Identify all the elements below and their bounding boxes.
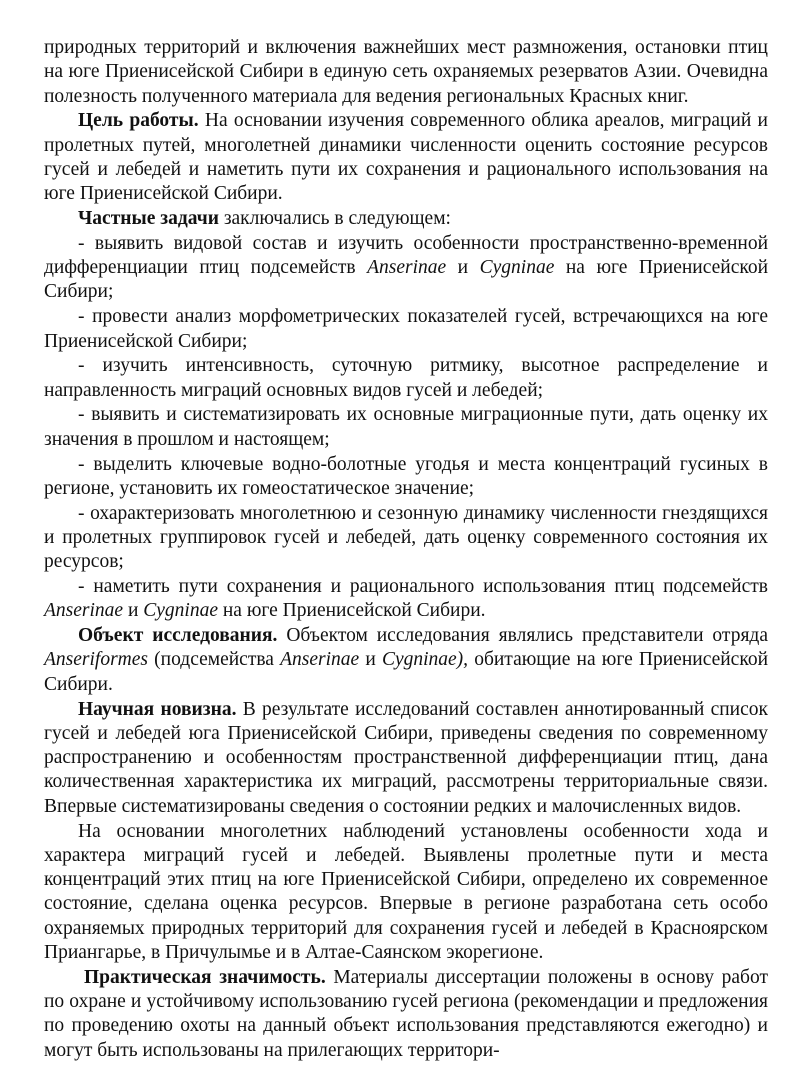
- novelty-text: В результате исследований составлен аннотированный список гусей и лебедей юга Приенисейской Сибири, приведены сведения по современному распространению и особенностям пространственной дифференциации птиц, дана количественная характеристика их миграций, рассмотрены территориальные связи. Впервые систематизированы сведения о состоянии редких и малочисленных видов.: [44, 698, 768, 817]
- task-item-3: - изучить интенсивность, суточную ритмику, высотное распределение и направленность миграций основных видов гусей и лебедей;: [44, 355, 768, 401]
- taxon-anseriformes: Anseriformes: [44, 649, 148, 671]
- paragraph-intro-continuation: природных территорий и включения важнейших мест размножения, остановки птиц на юге Приенисейской Сибири в единую сеть охраняемых резерватов Азии. Очевидна полезность полученного материала для ведения региональных Красных книг.: [44, 37, 768, 107]
- heading-goal: Цель работы.: [78, 110, 199, 132]
- taxon-anserinae: Anserinae: [280, 649, 360, 671]
- task-item-1: - выявить видовой состав и изучить особенности пространственно-временной дифференциации птиц подсемейств Anserinae и Cygninae на юге Приенисейской Сибири;: [44, 232, 769, 303]
- heading-object: Объект исследования.: [78, 625, 278, 647]
- task-item-5: - выделить ключевые водно-болотные угодья и места концентраций гусиных в регионе, установить их гомеостатическое значение;: [44, 453, 768, 499]
- taxon-cygninae: Cygninae: [143, 600, 218, 622]
- heading-practical: Практическая значимость.: [84, 966, 326, 988]
- heading-tasks: Частные задачи: [78, 208, 219, 230]
- task-item-7: - наметить пути сохранения и рационального использования птиц подсемейств Anserinae и Cygninae на юге Приенисейской Сибири.: [44, 576, 768, 622]
- heading-novelty: Научная новизна.: [78, 698, 237, 720]
- paragraph-tasks-intro: [44, 207, 768, 231]
- paragraph-practical-significance: [44, 966, 768, 1063]
- task-item-6: - охарактеризовать многолетнюю и сезонную динамику численности гнездящихся и пролетных группировок гусей и лебедей, дать оценку современного состояния их ресурсов;: [44, 502, 768, 573]
- goal-text: На основании изучения современного облика ареалов, миграций и пролетных путей, многолетней динамики численности оценить состояние ресурсов гусей и лебедей и наметить пути их сохранения и рационального использования на юге Приенисейской Сибири.: [44, 110, 768, 205]
- tasks-intro-text: заключались в следующем:: [218, 208, 451, 230]
- taxon-anserinae: Anserinae: [367, 257, 447, 279]
- task-item-4: - выявить и систематизировать их основные миграционные пути, дать оценку их значения в прошлом и настоящем;: [44, 404, 768, 450]
- taxon-cygninae: Cygninae: [479, 257, 555, 279]
- paragraph-object: Объект исследования. Объектом исследования являлись представители отряда Anseriformes (подсемейства Anserinae и Cygninae), обитающие на юге Приенисейской Сибири.: [44, 625, 769, 695]
- paragraph-novelty: [44, 698, 768, 819]
- task-item-2: - провести анализ морфометрических показателей гусей, встречающихся на юге Приенисейской Сибири;: [44, 306, 768, 352]
- paragraph-novelty-continued: На основании многолетних наблюдений установлены особенности хода и характера миграций гусей и лебедей. Выявлены пролетные пути и места концентраций этих птиц на юге Приенисейской Сибири, определено их современное состояние, сделана оценка ресурсов. Впервые в регионе разработана сеть особо охраняемых природных территорий для сохранения гусей и лебедей в Красноярском Приангарье, в Причулымье и в Алтае-Саянском экорегионе.: [44, 820, 768, 963]
- taxon-anserinae: Anserinae: [44, 600, 124, 622]
- practical-text: Материалы диссертации положены в основу работ по охране и устойчивому использованию гусей региона (рекомендации и предложения по проведению охоты на данный объект использования представляются ежегодно) и могут быть использованы на прилегающих территори-: [44, 966, 768, 1061]
- paragraph-goal: [44, 109, 768, 206]
- taxon-cygninae: Cygninae),: [381, 649, 469, 671]
